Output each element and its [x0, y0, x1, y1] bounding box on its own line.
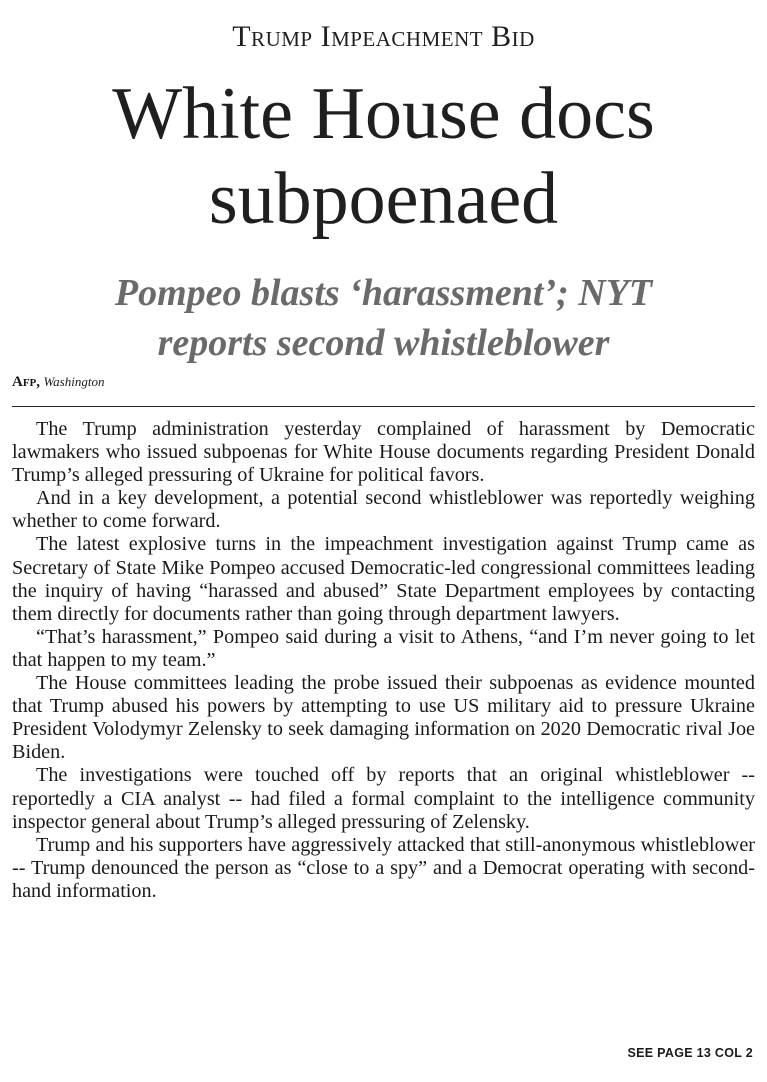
headline-line-2: subpoenaed [208, 158, 559, 240]
byline [12, 375, 104, 390]
deck [0, 268, 767, 368]
paragraph: The House committees leading the probe issued their subpoenas as evidence mounted that Trump abused his powers by attempting to use US military aid to pressure Ukraine President Volodymyr Zelensky to seek damaging information on 2020 Democratic rival Joe Biden. [12, 672, 755, 764]
paragraph: “That’s harassment,” Pompeo said during a visit to Athens, “and I’m never going to let that happen to my team.” [12, 625, 755, 671]
headline-line-1: White House docs [112, 73, 655, 155]
paragraph: Trump and his supporters have aggressively attacked that still-anonymous whistleblower -- Trump denounced the person as “close to a spy” and a Democrat operating with second-hand information. [12, 833, 755, 902]
byline-agency: Afp, [12, 374, 41, 390]
deck-line-2: reports second whistleblower [157, 322, 610, 364]
kicker: Trump Impeachment Bid [232, 20, 535, 53]
paragraph: The Trump administration yesterday complained of harassment by Democratic lawmakers who issued subpoenas for White House documents regarding President Donald Trump’s alleged pressuring of Ukraine for political favors. [12, 418, 755, 487]
jump-line: SEE PAGE 13 COL 2 [627, 1046, 753, 1060]
article-body [12, 418, 755, 903]
deck-line-1: Pompeo blasts ‘harassment’; NYT [114, 272, 653, 314]
byline-rule [12, 406, 755, 407]
paragraph: The latest explosive turns in the impeachment investigation against Trump came as Secretary of State Mike Pompeo accused Democratic-led congressional committees leading the inquiry of having “harassed and abused” State Department employees by contacting them directly for documents rather than going through department lawyers. [12, 533, 755, 625]
byline-dateline: Washington [43, 374, 105, 389]
headline [0, 72, 767, 242]
paragraph: The investigations were touched off by reports that an original whistleblower -- reportedly a CIA analyst -- had filed a formal complaint to the intelligence community inspector general about Trump’s alleged pressuring of Zelensky. [12, 764, 755, 833]
paragraph: And in a key development, a potential second whistleblower was reportedly weighing whether to come forward. [12, 487, 755, 533]
